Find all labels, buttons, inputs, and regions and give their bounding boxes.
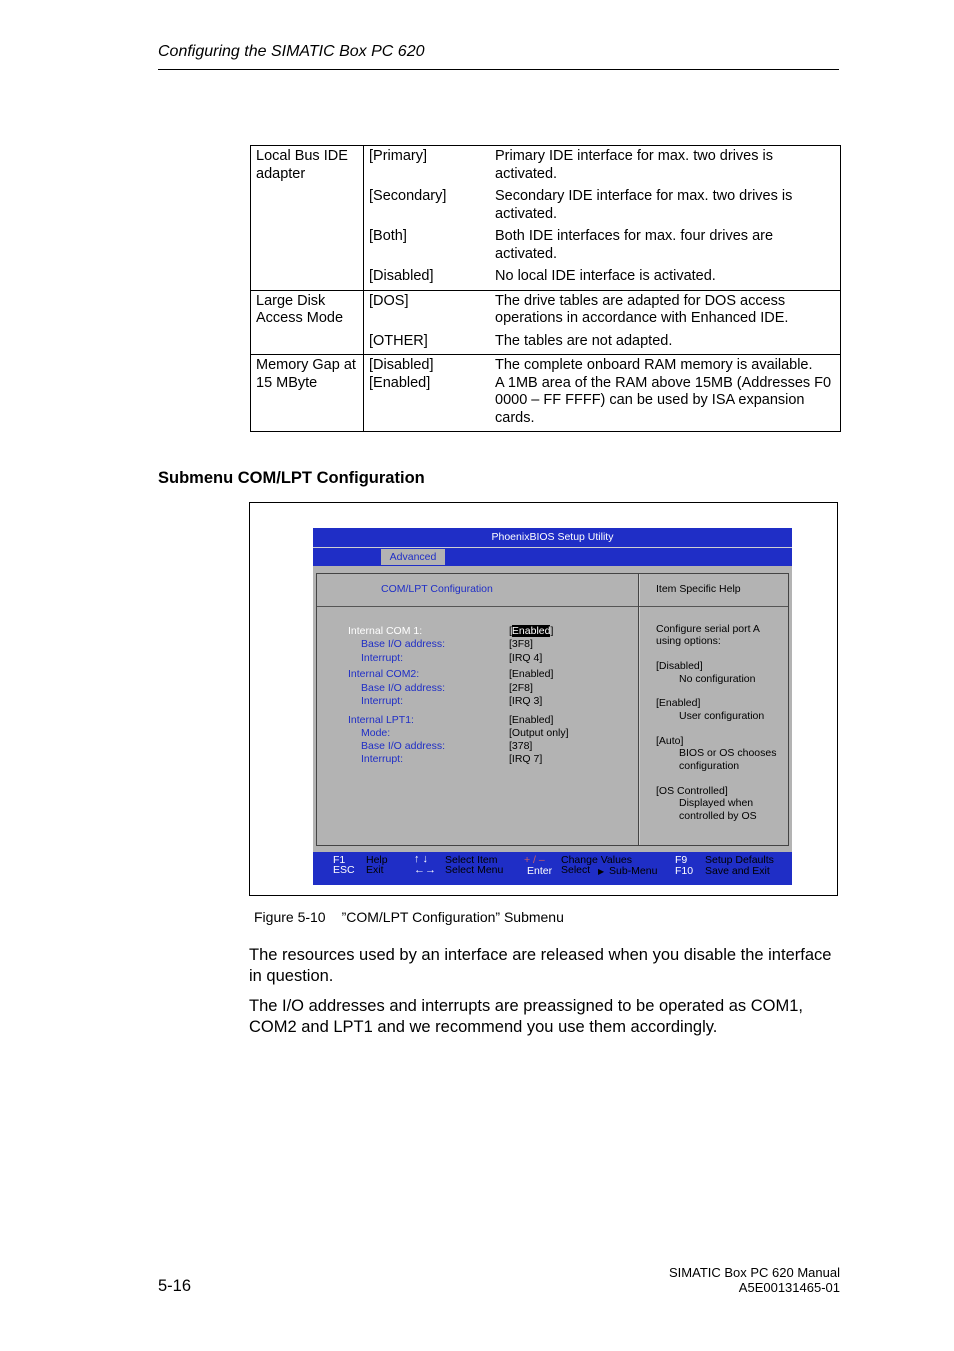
setting-value[interactable]: [IRQ 4] [509,652,543,664]
key-plus-minus: + / – [524,854,545,866]
help-line: User configuration [679,710,765,722]
selected-value[interactable]: Enabled [511,625,551,637]
up-down-arrows-icon: ↑ ↓ [414,853,429,865]
key-save-exit-label: Save and Exit [705,865,770,877]
bracket: [ [509,625,512,637]
item-name: Large Disk Access Mode [251,290,364,355]
option-desc: No local IDE interface is activated. [495,268,716,284]
bios-title: PhoenixBIOS Setup Utility [313,528,792,547]
key-change-values-label: Change Values [561,854,633,866]
option-value: [Disabled] [369,268,434,284]
help-line: using options: [656,635,721,647]
table-row [251,290,841,355]
setting-label[interactable]: Mode: [361,727,391,739]
option-desc: Secondary IDE interface for max. two drives is activated. [495,188,793,222]
option-descriptions [490,355,841,432]
option-value: [DOS] [369,292,409,309]
item-name: Memory Gap at 15 MByte [251,355,364,432]
header-rule [158,69,839,70]
figure-number: Figure 5-10 [254,909,326,925]
option-value: [Disabled] [369,357,434,373]
page-number: 5-16 [158,1277,192,1295]
panel-title: COM/LPT Configuration [381,583,493,595]
key-exit-label: Exit [366,864,384,876]
option-values [364,355,491,432]
key-help-label: Help [366,854,388,866]
option-value: [Secondary] [369,188,447,204]
setting-value[interactable]: [Enabled] [509,714,554,726]
key-enter: Enter [527,865,553,877]
key-select-label: Select [561,864,591,876]
setting-value[interactable]: [3F8] [509,638,533,650]
option-descriptions [490,290,841,355]
help-line: [Auto] [656,735,684,747]
bios-screen [313,528,792,885]
setting-label[interactable]: Base I/O address: [361,740,446,752]
body-paragraph: The resources used by an interface are released when you disable the interface in question. [249,946,832,985]
tab-advanced[interactable]: Advanced [381,549,445,565]
table-row [251,146,841,291]
help-line: configuration [679,760,740,772]
bios-menu-bar [313,547,792,566]
setting-value[interactable]: [2F8] [509,682,533,694]
bios-help-panel [638,573,789,846]
left-right-arrows-icon: ←→ [414,864,436,876]
option-desc: Primary IDE interface for max. two drives is activated. [495,148,773,182]
help-line: BIOS or OS chooses [679,747,777,759]
option-value: [OTHER] [369,332,428,349]
option-values [364,290,491,355]
setting-value-com1[interactable] [509,625,553,637]
option-value: [Both] [369,228,407,244]
key-f10: F10 [675,865,694,877]
key-select-item-label: Select Item [445,854,498,866]
body-paragraph: The I/O addresses and interrupts are preassigned to be operated as COM1, COM2 and LPT1 and we recommend you use them accordingly. [249,997,803,1036]
running-header: Configuring the SIMATIC Box PC 620 [158,43,425,60]
option-desc: The tables are not adapted. [495,332,673,349]
option-desc: A 1MB area of the RAM above 15MB (Addresses F0 0000 – FF FFFF) can be used by ISA expansion cards. [495,374,832,426]
figure-caption [254,909,564,925]
key-f1: F1 [333,854,346,866]
key-f9: F9 [675,854,688,866]
triangle-right-icon: ▶ [598,867,605,876]
option-values [364,146,491,291]
figure-title: ”COM/LPT Configuration” Submenu [341,909,564,925]
key-setup-defaults-label: Setup Defaults [705,854,774,866]
key-esc: ESC [333,864,355,876]
bios-settings-panel [316,573,640,846]
table-row [251,355,841,432]
option-descriptions [490,146,841,291]
bracket: ] [550,625,554,637]
help-line: Configure serial port A [656,623,760,635]
options-table [250,145,841,432]
setting-label: Internal COM 1: [348,625,423,637]
setting-label[interactable]: Base I/O address: [361,638,446,650]
setting-value[interactable]: [Output only] [509,727,569,739]
option-desc: The complete onboard RAM memory is available. [495,357,813,373]
item-name: Local Bus IDE adapter [251,146,364,291]
option-value: [Primary] [369,148,427,164]
help-line: [Disabled] [656,660,703,672]
setting-label[interactable]: Internal COM2: [348,668,420,680]
setting-value[interactable]: [IRQ 3] [509,695,543,707]
order-number: A5E00131465-01 [738,1280,840,1295]
section-heading: Submenu COM/LPT Configuration [158,469,425,487]
option-desc: Both IDE interfaces for max. four drives are activated. [495,228,774,262]
setting-label[interactable]: Internal LPT1: [348,714,414,726]
help-line: Displayed when [679,797,754,809]
setting-value[interactable]: [378] [509,740,533,752]
key-sub-menu-label: Sub-Menu [609,865,658,877]
option-value: [Enabled] [369,374,431,391]
help-line: controlled by OS [679,810,757,822]
setting-label[interactable]: Interrupt: [361,695,404,707]
setting-value[interactable]: [IRQ 7] [509,753,543,765]
option-desc: The drive tables are adapted for DOS access operations in accordance with Enhanced IDE. [495,292,789,326]
setting-label[interactable]: Interrupt: [361,753,404,765]
help-line: [Enabled] [656,697,701,709]
setting-row[interactable] [348,625,422,637]
bios-key-legend [313,852,792,885]
setting-label[interactable]: Base I/O address: [361,682,446,694]
manual-title: SIMATIC Box PC 620 Manual [669,1265,840,1280]
help-line: No configuration [679,673,756,685]
help-title: Item Specific Help [656,583,741,595]
footer-manual-info [669,1265,840,1295]
help-line: [OS Controlled] [656,785,728,797]
setting-label[interactable]: Interrupt: [361,652,404,664]
key-select-menu-label: Select Menu [445,864,504,876]
setting-value[interactable]: [Enabled] [509,668,554,680]
